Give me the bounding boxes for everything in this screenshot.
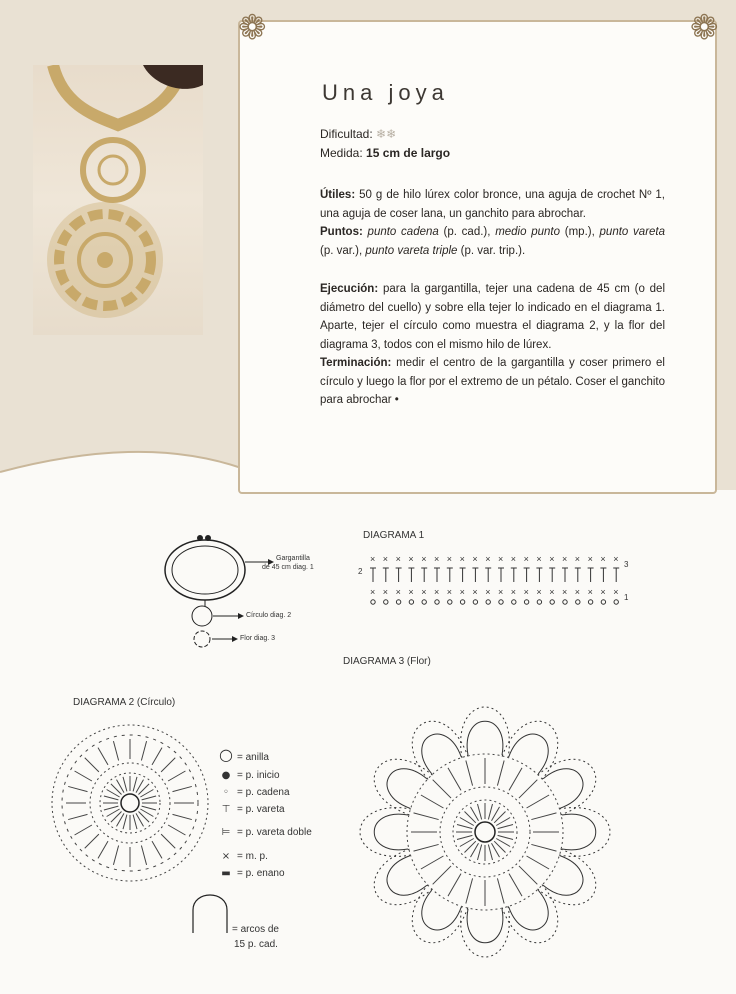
slip-stitch-icon: ▬ [221,868,231,879]
svg-text:×: × [421,554,427,564]
page-title: Una joya [322,80,449,105]
ornament-curl-right: ❁ [690,8,719,48]
svg-text:×: × [510,587,517,597]
diagram-1-chart [355,550,635,610]
legend-mp: = m. p. [237,851,268,862]
svg-text:×: × [434,554,440,564]
svg-text:×: × [421,587,427,597]
arch-icon [190,885,230,935]
svg-text:×: × [498,587,504,597]
svg-text:×: × [613,587,619,597]
double-crochet-icon: ⊤ [221,804,231,815]
difficulty-label: Dificultad: [320,127,373,141]
svg-text:×: × [370,587,376,597]
svg-text:×: × [370,554,376,564]
puntos-label: Puntos: [320,226,363,238]
ejecucion-label: Ejecución: [320,283,379,295]
svg-text:×: × [523,587,529,597]
stitch-abbr: (p. var. trip.). [457,244,526,257]
svg-text:×: × [485,587,491,597]
svg-text:×: × [446,587,453,597]
svg-text:×: × [498,554,504,564]
svg-text:×: × [459,587,465,597]
svg-text:×: × [459,554,465,564]
svg-text:×: × [472,587,478,597]
svg-text:×: × [446,554,453,564]
svg-text:×: × [574,554,581,564]
svg-text:×: × [472,554,478,564]
svg-text:×: × [382,554,389,564]
diagram-1-title: DIAGRAMA 1 [363,530,425,541]
assembly-label-circulo: Círculo diag. 2 [246,612,292,619]
diagram-2-chart [45,718,215,888]
ring-icon: ○ [219,745,233,764]
legend-inicio: = p. inicio [237,770,280,781]
legend-vareta: = p. vareta [237,804,285,815]
svg-text:×: × [523,554,529,564]
legend-enano: = p. enano [237,868,285,879]
svg-text:×: × [434,587,440,597]
meta-block [320,125,450,163]
diagram-1-row-1: 1 [624,593,629,602]
svg-text:×: × [485,554,491,564]
svg-text:×: × [587,554,593,564]
difficulty-icon: ❄❄ [376,127,397,141]
measure-value: 15 cm de largo [366,146,451,160]
svg-text:×: × [382,587,389,597]
measure-label: Medida: [320,146,363,160]
diagram-2-title: DIAGRAMA 2 (Círculo) [73,697,176,708]
svg-text:×: × [510,554,517,564]
svg-text:×: × [549,587,555,597]
chain-stitch-icon: ◦ [223,787,229,798]
svg-text:×: × [408,554,414,564]
svg-text:×: × [408,587,414,597]
svg-text:×: × [395,554,401,564]
ejecucion-text: para la gargantilla, tejer una cadena de 45 cm (o del diámetro del cuello) y sobre ella tejer lo indicado en el diagrama 1. Aparte, tejer el círculo como muestra el diagrama 2, y la flor del diagrama 3, todos con el mismo hilo de lúrex. [320,283,665,351]
stitch-name: punto cadena [367,226,439,238]
single-crochet-icon: × [221,851,231,862]
stitch-abbr: (p. var.), [320,244,366,257]
materials-paragraph [320,186,665,260]
necklace-photo [33,65,203,335]
svg-text:×: × [549,554,555,564]
svg-text:×: × [562,554,568,564]
svg-text:×: × [562,587,568,597]
svg-text:×: × [600,554,606,564]
legend-vareta-doble: = p. vareta doble [237,827,312,838]
ornament-curl-left: ❁ [238,8,267,48]
svg-text:×: × [600,587,606,597]
svg-text:×: × [536,587,542,597]
assembly-label-flor: Flor diag. 3 [240,635,276,642]
treble-crochet-icon: ⊨ [221,827,231,838]
legend-arcos: = arcos de [232,924,279,935]
stitch-abbr: (p. cad.), [438,226,496,238]
utiles-text: 50 g de hilo lúrex color bronce, una aguja de crochet Nº 1, una aguja de coser lana, un ganchito para abrochar. [320,189,666,220]
utiles-label: Útiles: [320,189,356,201]
diagram-1-row-3: 3 [624,560,629,569]
diagram-1-row-2: 2 [358,567,363,576]
assembly-label-gargantilla-size: de 45 cm diag. 1 [262,564,314,571]
legend-cadena: = p. cadena [237,787,290,798]
instructions-paragraph [320,280,665,410]
assembly-label-gargantilla: Gargantilla [276,555,310,562]
stitch-abbr: (mp.), [560,226,600,238]
terminacion-label: Terminación: [320,357,392,369]
diagram-3-chart [340,680,630,980]
diagram-3-title: DIAGRAMA 3 (Flor) [343,656,431,667]
svg-text:×: × [613,554,619,564]
stitch-name: punto vareta triple [365,244,458,257]
legend-anilla: = anilla [237,752,269,763]
svg-text:×: × [536,554,542,564]
svg-text:×: × [574,587,581,597]
svg-text:×: × [395,587,401,597]
start-stitch-icon: ● [221,770,231,781]
legend-arcos-count: 15 p. cad. [234,939,278,950]
terminacion-text: medir el centro de la gargantilla y coser primero el círculo y luego la flor por el extremo de un pétalo. Coser el ganchito para abrochar • [320,357,665,406]
stitch-name: medio punto [495,226,561,238]
stitch-name: punto vareta [599,226,666,238]
svg-text:×: × [587,587,593,597]
